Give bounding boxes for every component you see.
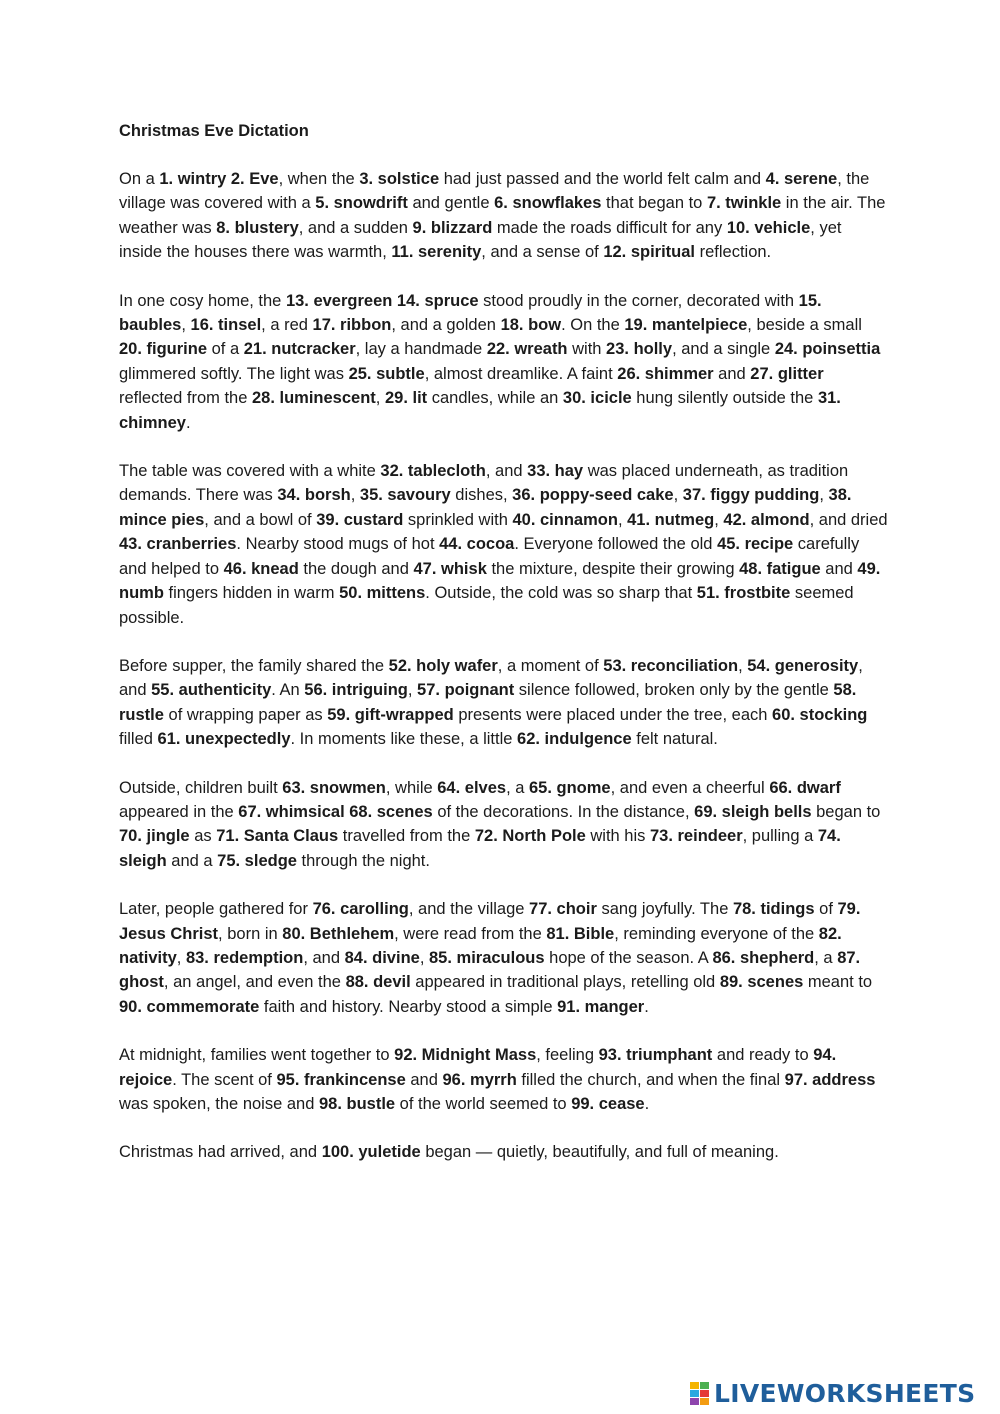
text-run: , the village was covered with a — [119, 170, 870, 213]
text-run: had just passed and the world felt calm and — [439, 170, 766, 188]
vocab-term: 56. intriguing — [304, 681, 408, 700]
text-run: . The scent of — [172, 1070, 277, 1089]
text-run: candles, while an — [427, 389, 563, 408]
vocab-term: 36. poppy-seed cake — [512, 486, 674, 505]
vocab-term: 66. dwarf — [769, 778, 841, 797]
text-run: filled the church, and when the final — [516, 1070, 785, 1089]
vocab-term: 28. luminescent — [251, 389, 376, 408]
vocab-term: 48. fatigue — [739, 559, 821, 578]
vocab-term: 98. bustle — [318, 1095, 396, 1113]
text-run: through the night. — [296, 851, 430, 870]
vocab-term: 78. tidings — [732, 900, 815, 919]
text-run: . In moments like these, a little — [290, 730, 518, 749]
text-run: presents were placed under the tree, each — [453, 705, 773, 724]
vocab-term: 46. knead — [223, 559, 299, 578]
text-run: glimmered softly. The light was — [119, 364, 349, 383]
vocab-term: 82. nativity — [119, 924, 842, 967]
vocab-term: 95. frankincense — [276, 1070, 406, 1089]
vocab-term: 90. commemorate — [119, 997, 260, 1016]
paragraph-8 — [119, 1140, 889, 1164]
vocab-term: 92. Midnight Mass — [394, 1046, 537, 1065]
vocab-term: 33. hay — [527, 462, 584, 481]
vocab-term: 12. spiritual — [603, 243, 696, 262]
vocab-term: 65. gnome — [529, 778, 611, 797]
vocab-term: 26. shimmer — [617, 364, 714, 383]
text-run: and gentle — [407, 194, 495, 213]
vocab-term: 25. subtle — [348, 364, 425, 383]
text-run: On a — [119, 170, 160, 188]
text-run: reflection. — [695, 243, 772, 262]
vocab-term: 23. holly — [606, 340, 673, 359]
paragraph-4 — [119, 654, 889, 752]
text-run: appeared in traditional plays, retelling old — [410, 973, 720, 992]
text-run: Before supper, the family shared the — [119, 656, 389, 675]
text-run: , — [617, 510, 628, 529]
text-run: began — quietly, beautifully, and full of meaning. — [420, 1143, 779, 1162]
text-run: , and — [303, 948, 345, 967]
vocab-term: 79. Jesus Christ — [119, 900, 861, 943]
text-run: . — [185, 413, 191, 432]
text-run: , — [673, 486, 683, 505]
text-run: , almost dreamlike. A faint — [424, 364, 618, 383]
text-run: , a — [506, 778, 529, 797]
vocab-term: 17. ribbon — [312, 316, 392, 335]
vocab-term: 87. ghost — [119, 948, 861, 992]
text-run: , and the village — [408, 900, 530, 919]
text-run: silence followed, broken only by the gentle — [514, 681, 834, 700]
vocab-term: 37. figgy pudding — [682, 486, 820, 505]
text-run: dishes, — [450, 486, 513, 505]
text-run: , — [714, 510, 724, 529]
vocab-term: 35. savoury — [359, 486, 451, 505]
text-run: Christmas had arrived, and — [119, 1143, 322, 1162]
text-run: Later, people gathered for — [119, 900, 313, 919]
vocab-term: 54. generosity — [747, 656, 859, 675]
text-run: . Everyone followed the old — [514, 535, 718, 554]
vocab-term: 16. tinsel — [190, 316, 262, 335]
text-run: , — [819, 486, 829, 505]
text-run: Outside, children built — [119, 778, 283, 797]
vocab-term: 42. almond — [723, 510, 810, 529]
text-run: with — [567, 340, 607, 359]
text-run: , beside a small — [747, 316, 862, 335]
text-run: , — [181, 316, 191, 335]
paragraph-7 — [119, 1043, 889, 1116]
text-run: , — [407, 681, 418, 700]
text-run: , were read from the — [394, 924, 547, 943]
vocab-term: 52. holy wafer — [388, 656, 498, 675]
text-run: hope of the season. A — [544, 948, 713, 967]
text-run: of wrapping paper as — [163, 705, 328, 724]
vocab-term: 18. bow — [500, 316, 562, 335]
vocab-term: 21. nutcracker — [243, 340, 356, 359]
vocab-term: 1. wintry 2. Eve — [159, 170, 279, 188]
vocab-term: 89. scenes — [719, 973, 804, 992]
liveworksheets-logo[interactable] — [690, 1376, 975, 1410]
vocab-term: 7. twinkle — [706, 194, 782, 213]
text-run: made the roads difficult for any — [492, 218, 727, 237]
vocab-term: 34. borsh — [277, 486, 351, 505]
text-run: of — [814, 900, 838, 919]
vocab-term: 86. shepherd — [712, 948, 815, 967]
vocab-term: 91. manger — [557, 997, 645, 1016]
text-run: The table was covered with a white — [119, 462, 381, 481]
vocab-term: 81. Bible — [546, 924, 615, 943]
vocab-term: 88. devil — [345, 973, 411, 992]
text-run: . Nearby stood mugs of hot — [236, 535, 440, 554]
text-run: , and a golden — [391, 316, 501, 335]
vocab-term: 67. whimsical 68. scenes — [238, 802, 433, 821]
vocab-term: 29. lit — [384, 389, 428, 408]
vocab-term: 76. carolling — [312, 900, 409, 919]
text-run: , born in — [218, 924, 283, 943]
vocab-term: 43. cranberries — [119, 535, 237, 554]
text-run: the mixture, despite their growing — [486, 559, 740, 578]
vocab-term: 71. Santa Claus — [216, 827, 339, 846]
vocab-term: 100. yuletide — [321, 1143, 421, 1162]
vocab-term: 99. cease — [571, 1095, 645, 1113]
vocab-term: 32. tablecloth — [380, 462, 486, 481]
text-run: , a red — [261, 316, 313, 335]
text-run: , reminding everyone of the — [614, 924, 819, 943]
vocab-term: 77. choir — [529, 900, 597, 919]
vocab-term: 10. vehicle — [726, 218, 811, 237]
text-run: , and — [485, 462, 528, 481]
vocab-term: 6. snowflakes — [494, 194, 602, 213]
text-run: , — [350, 486, 360, 505]
text-run: appeared in the — [119, 802, 239, 821]
vocab-term: 80. Bethlehem — [282, 924, 395, 943]
text-run: travelled from the — [338, 827, 475, 846]
vocab-term: 22. wreath — [486, 340, 568, 359]
vocab-term: 74. sleigh — [119, 827, 841, 870]
vocab-term: 31. chimney — [119, 389, 841, 432]
document-title: Christmas Eve Dictation — [119, 122, 309, 140]
text-run: sprinkled with — [403, 510, 513, 529]
text-run: and — [405, 1070, 443, 1089]
text-run: , and even a cheerful — [610, 778, 770, 797]
text-run: the dough and — [298, 559, 414, 578]
vocab-term: 73. reindeer — [649, 827, 743, 846]
text-run: , — [375, 389, 385, 408]
text-run: was placed underneath, as tradition demands. There was — [119, 462, 849, 505]
vocab-term: 9. blizzard — [412, 218, 493, 237]
vocab-term: 39. custard — [316, 510, 404, 529]
text-run: , and a sense of — [481, 243, 604, 262]
logo-blocks-icon — [690, 1380, 710, 1406]
vocab-term: 4. serene — [765, 170, 838, 188]
text-run: , and a bowl of — [204, 510, 317, 529]
text-run: carefully and helped to — [119, 535, 860, 578]
paragraph-6 — [119, 897, 889, 1019]
vocab-term: 53. reconciliation — [603, 656, 739, 675]
text-run: was spoken, the noise and — [119, 1095, 319, 1113]
paragraph-2 — [119, 289, 889, 435]
text-run: filled — [119, 730, 158, 749]
text-run: . — [644, 997, 649, 1016]
text-run: sang joyfully. The — [596, 900, 733, 919]
vocab-term: 8. blustery — [216, 218, 299, 237]
vocab-term: 75. sledge — [217, 851, 297, 870]
vocab-term: 30. icicle — [562, 389, 632, 408]
vocab-term: 59. gift-wrapped — [327, 705, 454, 724]
vocab-term: 69. sleigh bells — [694, 802, 812, 821]
vocab-term: 94. rejoice — [119, 1046, 837, 1089]
text-run: , a moment of — [497, 656, 604, 675]
vocab-term: 97. address — [784, 1070, 876, 1089]
text-run: , — [738, 656, 748, 675]
text-run: , lay a handmade — [355, 340, 487, 359]
text-run: and ready to — [712, 1046, 814, 1065]
text-run: hung silently outside the — [631, 389, 818, 408]
document-page — [119, 118, 889, 1189]
text-run: At midnight, families went together to — [119, 1046, 395, 1065]
vocab-term: 50. mittens — [339, 584, 426, 603]
text-run: . — [644, 1095, 650, 1113]
logo-text: LIVEWORKSHEETS — [714, 1378, 976, 1408]
vocab-term: 72. North Pole — [474, 827, 586, 846]
vocab-term: 19. mantelpiece — [624, 316, 748, 335]
text-run: began to — [811, 802, 881, 821]
document-body — [119, 167, 889, 1165]
text-run: of a — [207, 340, 244, 359]
text-run: with his — [585, 827, 650, 846]
vocab-term: 70. jingle — [119, 827, 190, 846]
text-run: , and — [119, 656, 863, 700]
vocab-term: 27. glitter — [750, 364, 824, 383]
vocab-term: 44. cocoa — [439, 535, 515, 554]
text-run: meant to — [803, 973, 873, 992]
text-run: in the air. The weather was — [119, 194, 886, 237]
vocab-term: 38. mince pies — [119, 486, 852, 529]
vocab-term: 51. frostbite — [696, 584, 791, 603]
vocab-term: 58. rustle — [119, 681, 857, 724]
paragraph-1 — [119, 167, 889, 265]
text-run: as — [189, 827, 217, 846]
text-run: of the world seemed to — [395, 1095, 572, 1113]
text-run: , and dried — [809, 510, 888, 529]
text-run: , a — [814, 948, 838, 967]
text-run: . Outside, the cold was so sharp that — [425, 584, 697, 603]
vocab-term: 3. solstice — [359, 170, 440, 188]
text-run: reflected from the — [119, 389, 252, 408]
vocab-term: 47. whisk — [413, 559, 487, 578]
text-run: . An — [271, 681, 305, 700]
text-run: , while — [385, 778, 438, 797]
vocab-term: 41. nutmeg — [627, 510, 715, 529]
text-run: , — [176, 948, 186, 967]
paragraph-5 — [119, 776, 889, 874]
text-run: , when the — [278, 170, 360, 188]
vocab-term: 93. triumphant — [598, 1046, 713, 1065]
vocab-term: 60. stocking — [772, 705, 868, 724]
text-run: , yet inside the houses there was warmth, — [119, 218, 842, 262]
text-run: and — [713, 364, 751, 383]
text-run: fingers hidden in warm — [163, 584, 340, 603]
text-run: that began to — [601, 194, 707, 213]
text-run: , feeling — [536, 1046, 599, 1065]
vocab-term: 15. baubles — [119, 291, 822, 335]
text-run: of the decorations. In the distance, — [432, 802, 695, 821]
text-run: felt natural. — [631, 730, 718, 749]
vocab-term: 24. poinsettia — [774, 340, 881, 359]
vocab-term: 62. indulgence — [517, 730, 632, 749]
text-run: , pulling a — [742, 827, 818, 846]
vocab-term: 85. miraculous — [429, 948, 545, 967]
text-run: and — [820, 559, 858, 578]
vocab-term: 13. evergreen 14. spruce — [285, 291, 479, 310]
text-run: In one cosy home, the — [119, 291, 286, 310]
text-run: faith and history. Nearby stood a simple — [259, 997, 558, 1016]
vocab-term: 84. divine — [344, 948, 420, 967]
text-run: . On the — [561, 316, 625, 335]
text-run: stood proudly in the corner, decorated with — [478, 291, 799, 310]
vocab-term: 83. redemption — [185, 948, 304, 967]
vocab-term: 96. myrrh — [442, 1070, 517, 1089]
paragraph-3 — [119, 459, 889, 630]
vocab-term: 49. numb — [119, 559, 881, 603]
text-run: , and a single — [672, 340, 775, 359]
text-run: seemed possible. — [119, 584, 854, 627]
text-run: , an angel, and even the — [163, 973, 346, 992]
vocab-term: 63. snowmen — [282, 778, 386, 797]
vocab-term: 5. snowdrift — [315, 194, 408, 213]
text-run: and a — [166, 851, 218, 870]
vocab-term: 64. elves — [437, 778, 507, 797]
vocab-term: 45. recipe — [717, 535, 794, 554]
vocab-term: 20. figurine — [119, 340, 208, 359]
text-run: , — [419, 948, 429, 967]
vocab-term: 40. cinnamon — [512, 510, 618, 529]
vocab-term: 11. serenity — [391, 243, 482, 262]
vocab-term: 55. authenticity — [151, 681, 272, 700]
text-run: , and a sudden — [298, 218, 413, 237]
vocab-term: 57. poignant — [417, 681, 515, 700]
vocab-term: 61. unexpectedly — [157, 730, 291, 749]
